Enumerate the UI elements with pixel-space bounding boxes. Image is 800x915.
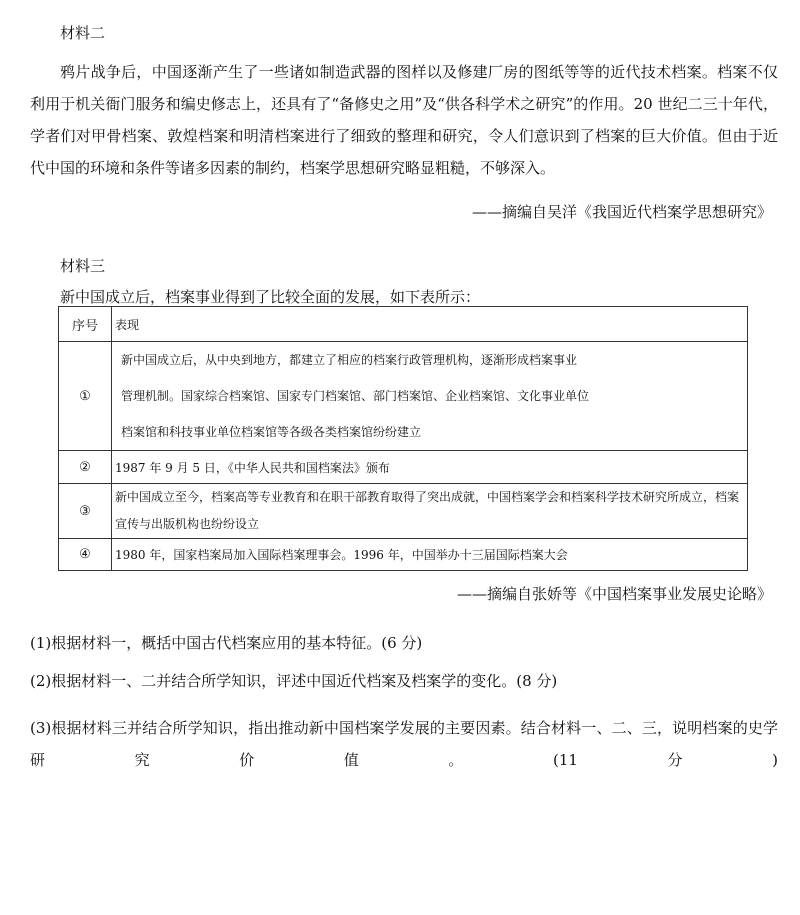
- header-number: 序号: [59, 307, 112, 342]
- material-3-intro: 新中国成立后，档案事业得到了比较全面的发展，如下表所示：: [60, 288, 481, 306]
- table-header-row: [59, 307, 748, 342]
- material-2-source: ——摘编自吴洋《我国近代档案学思想研究》: [471, 203, 772, 221]
- row-content: 1980 年，国家档案局加入国际档案理事会。1996 年，中国举办十三届国际档案大会: [112, 539, 748, 571]
- material-3-label: 材料三: [60, 257, 106, 275]
- development-table: [58, 306, 748, 571]
- material-3-source: ——摘编自张娇等《中国档案事业发展史论略》: [456, 585, 772, 603]
- row-content: 新中国成立至今，档案高等专业教育和在职干部教育取得了突出成就，中国档案学会和档案科学技术研究所成立，档案宣传与出版机构也纷纷设立: [112, 484, 748, 539]
- table-row: [59, 539, 748, 571]
- question-2: (2)根据材料一、二并结合所学知识，评述中国近代档案及档案学的变化。(8 分): [30, 672, 558, 690]
- row-number: ③: [59, 484, 112, 539]
- row-content-line: 新中国成立后，从中央到地方，都建立了相应的档案行政管理机构，逐渐形成档案事业: [121, 353, 578, 367]
- material-2-text: 鸦片战争后，中国逐渐产生了一些诸如制造武器的图样以及修建厂房的图纸等等的近代技术档案。档案不仅利用于机关衙门服务和编史修志上，还具有了“备修史之用”及“供各科学术之研究”的作用。20 世纪二三十年代，学者们对甲骨档案、敦煌档案和明清档案进行了细致的整理和研究，令人们意识到了档案的巨大价值。但由于近代中国的环境和条件等诸多因素的制约，档案学思想研究略显粗糙，不够深入。: [30, 63, 778, 177]
- row-content-line: 管理机制。国家综合档案馆、国家专门档案馆、部门档案馆、企业档案馆、文化事业单位: [121, 389, 590, 403]
- row-number: ②: [59, 451, 112, 484]
- question-1: (1)根据材料一，概括中国古代档案应用的基本特征。(6 分): [30, 634, 423, 652]
- table-row: [59, 484, 748, 539]
- question-3: (3)根据材料三并结合所学知识，指出推动新中国档案学发展的主要因素。结合材料一、二、三，说明档案的史学研究价值。(11分): [30, 719, 778, 769]
- row-number: ④: [59, 539, 112, 571]
- table-row: [59, 451, 748, 484]
- header-content: 表现: [112, 307, 748, 342]
- row-content: 1987 年 9 月 5 日，《中华人民共和国档案法》颁布: [112, 451, 748, 484]
- row-content: [112, 342, 748, 451]
- table-row: [59, 342, 748, 451]
- material-2-label: 材料二: [60, 24, 106, 42]
- row-number: ①: [59, 342, 112, 451]
- row-content-line: 档案馆和科技事业单位档案馆等各级各类档案馆纷纷建立: [121, 425, 422, 439]
